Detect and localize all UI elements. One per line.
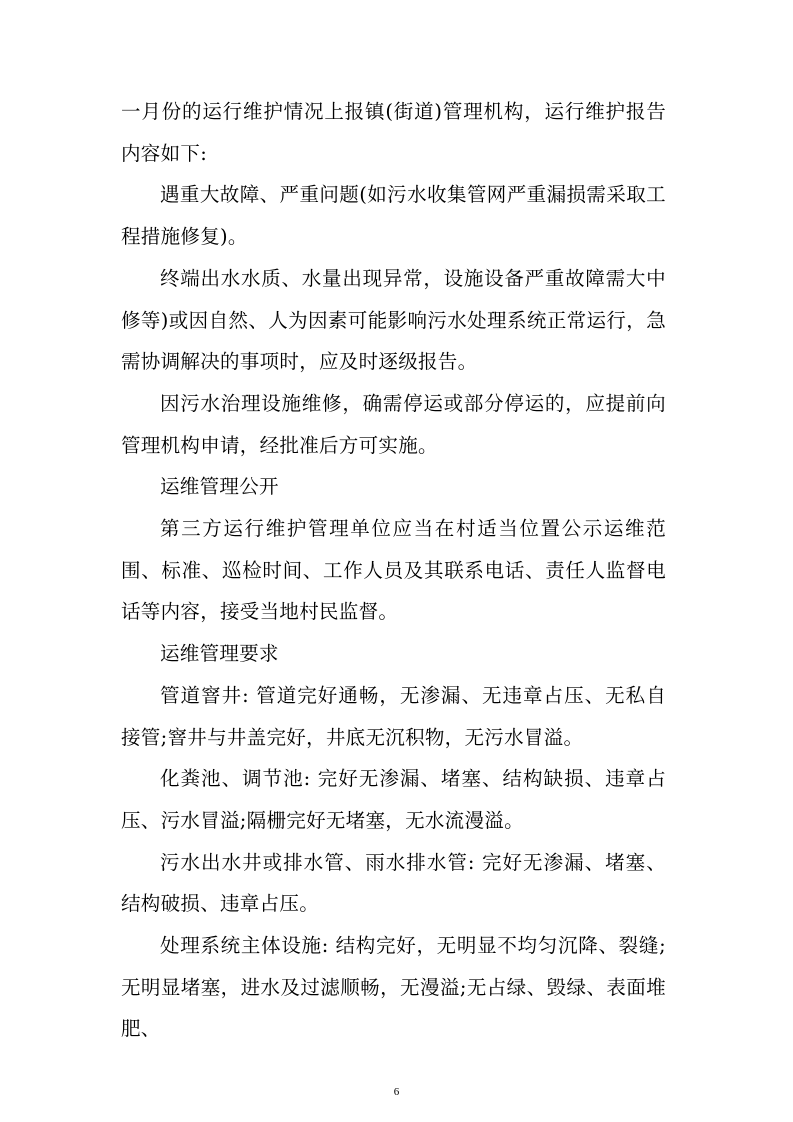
paragraph-septic-tanks: 化粪池、调节池: 完好无渗漏、堵塞、结构缺损、违章占压、污水冒溢;隔栅完好无堵塞，无水流漫溢。 bbox=[121, 767, 666, 832]
paragraph-major-failure: 遇重大故障、严重问题(如污水收集管网严重漏损需采取工程措施修复)。 bbox=[121, 183, 666, 249]
paragraph-report-content: 一月份的运行维护情况上报镇(街道)管理机构，运行维护报告内容如下: bbox=[121, 100, 666, 165]
paragraph-maintenance-shutdown: 因污水治理设施维修，确需停运或部分停运的，应提前向管理机构申请，经批准后方可实施。 bbox=[121, 391, 666, 457]
paragraph-outlet-pipes: 污水出水井或排水管、雨水排水管: 完好无渗漏、堵塞、结构破损、违章占压。 bbox=[121, 850, 666, 916]
paragraph-pipes-manholes: 管道窨井: 管道完好通畅，无渗漏、无违章占压、无私自接管;窨井与井盖完好，井底无沉积物，无污水冒溢。 bbox=[121, 683, 666, 749]
paragraph-third-party-disclosure: 第三方运行维护管理单位应当在村适当位置公示运维范围、标准、巡检时间、工作人员及其联系电话、责任人监督电话等内容，接受当地村民监督。 bbox=[121, 517, 666, 624]
body-text bbox=[121, 91, 666, 1050]
heading-disclosure: 运维管理公开 bbox=[160, 475, 279, 499]
paragraph-main-facilities: 处理系统主体设施: 结构完好，无明显不均匀沉降、裂缝;无明显堵塞，进水及过滤顺畅，无漫溢;无占绿、毁绿、表面堆肥、 bbox=[121, 934, 666, 1041]
heading-requirements: 运维管理要求 bbox=[160, 642, 279, 666]
paragraph-effluent-abnormal: 终端出水水质、水量出现异常，设施设备严重故障需大中修等)或因自然、人为因素可能影响污水处理系统正常运行，急需协调解决的事项时，应及时逐级报告。 bbox=[121, 266, 666, 374]
page-number: 6 bbox=[393, 1086, 400, 1098]
